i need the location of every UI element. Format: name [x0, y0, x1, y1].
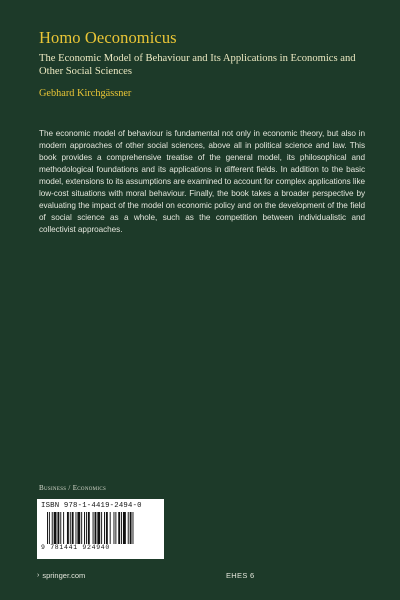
category-label — [39, 484, 106, 492]
publisher-link[interactable] — [37, 571, 85, 580]
ean-number: 9 781441 924940 — [41, 544, 111, 551]
series-code: EHES 6 — [226, 571, 255, 580]
barcode-bars — [41, 512, 160, 544]
category-separator: / — [66, 484, 73, 492]
publisher-url: springer.com — [42, 571, 86, 580]
isbn-text: ISBN 978-1-4419-2494-0 — [41, 502, 142, 510]
book-author: Gebhard Kirchgässner — [39, 88, 132, 99]
book-description: The economic model of behaviour is fundamental not only in economic theory, but also in modern approaches of other social sciences, above all in political science and law. This book provides a comprehensive treatise of the general model, its philosophical and methodological foundations and its applications in different fields. In addition to the basic model, extensions to its assumptions are examined to account for complex applications like low-cost situations with moral behaviour. Finally, the book takes a broader perspective by evaluating the impact of the model on economic policy and on the development of the field of social science as a whole, such as the competition between individualistic and collectivist approaches. — [39, 129, 365, 235]
category-secondary: Economics — [72, 484, 107, 492]
book-title: Homo Oeconomicus — [39, 28, 177, 47]
book-subtitle: The Economic Model of Behaviour and Its Applications in Economics and Other Social Sciences — [39, 53, 356, 77]
chevron-right-icon: › — [37, 572, 40, 579]
category-primary: Business — [39, 484, 67, 492]
barcode-label — [37, 499, 164, 559]
